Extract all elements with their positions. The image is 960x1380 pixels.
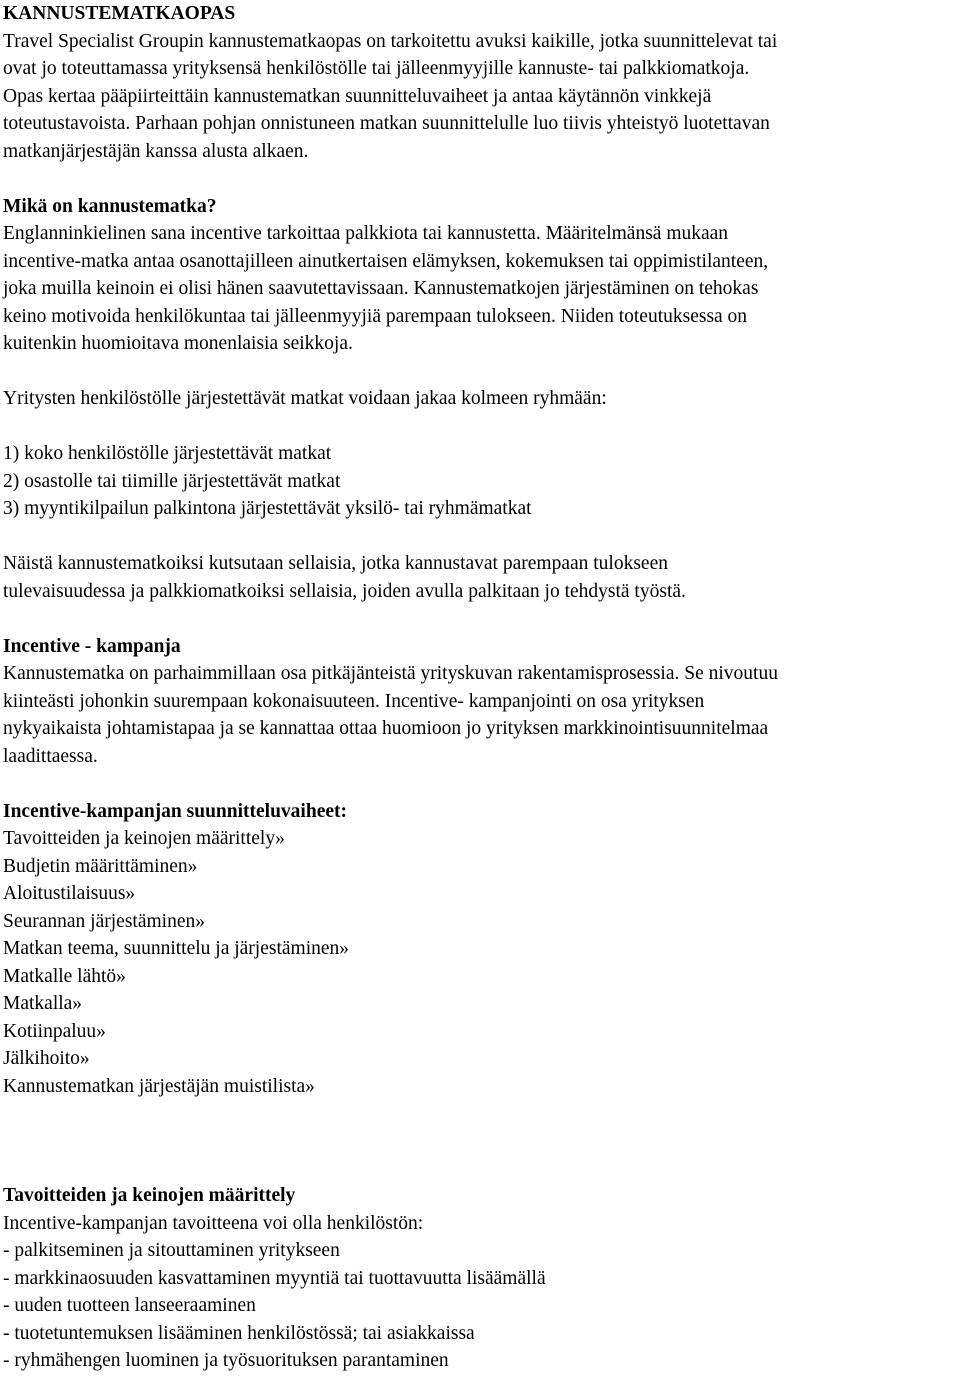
phase-link-budget[interactable]: Budjetin määrittäminen» [3, 855, 198, 877]
groups-intro: Yritysten henkilöstölle järjestettävät matkat voidaan jakaa kolmeen ryhmään: [3, 388, 607, 409]
intro-line: toteutustavoista. Parhaan pohjan onnistuneen matkan suunnittelulle luo tiivis yhteistyö luotettavan [3, 113, 770, 134]
list-item: 2) osastolle tai tiimille järjestettävät matkat [3, 470, 341, 492]
spacer [3, 413, 954, 441]
spacer [3, 165, 954, 193]
phase-link-return[interactable]: Kotiinpaluu» [3, 1020, 106, 1042]
spacer [3, 358, 954, 386]
paragraph-line: Näistä kannustematkoiksi kutsutaan sellaisia, jotka kannustavat parempaan tulokseen [3, 553, 668, 574]
list-item: 3) myyntikilpailun palkintona järjestettävät yksilö- tai ryhmämatkat [3, 498, 532, 519]
intro-paragraph [3, 28, 954, 166]
list-item: 1) koko henkilöstölle järjestettävät matkat [3, 443, 332, 464]
paragraph-line: nykyaikaista johtamistapaa ja se kannattaa ottaa huomioon jo yrityksen markkinointisuunnitelmaa [3, 718, 769, 739]
section-heading-goals: Tavoitteiden ja keinojen määrittely [3, 1185, 296, 1206]
section-heading-phases: Incentive-kampanjan suunnitteluvaiheet: [3, 800, 347, 822]
paragraph-line: tulevaisuudessa ja palkkiomatkoiksi sellaisia, joiden avulla palkitaan jo tehdystä työstä. [3, 580, 686, 602]
list-item: - uuden tuotteen lanseeraaminen [3, 1295, 256, 1316]
groups-list [3, 440, 954, 523]
phases-link-list [3, 825, 954, 1100]
intro-line: Opas kertaa pääpiirteittäin kannustematkan suunnitteluvaiheet ja antaa käytännön vinkkejä [3, 85, 712, 107]
intro-line: matkanjärjestäjän kanssa alusta alkaen. [3, 140, 309, 162]
section-heading-campaign: Incentive - kampanja [3, 635, 181, 657]
phase-link-departure[interactable]: Matkalle lähtö» [3, 965, 126, 987]
paragraph-line: Englanninkielinen sana incentive tarkoittaa palkkiota tai kannustetta. Määritelmänsä mukaan [3, 223, 729, 244]
list-item: - tuotetuntemuksen lisääminen henkilöstössä; tai asiakkaissa [3, 1322, 475, 1344]
phase-link-theme[interactable]: Matkan teema, suunnittelu ja järjestäminen» [3, 938, 350, 959]
intro-line: Travel Specialist Groupin kannustematkaopas on tarkoitettu avuksi kaikille, jotka suunnittelevat tai [3, 30, 778, 52]
document-title: KANNUSTEMATKAOPAS [3, 3, 236, 24]
list-item: - palkitseminen ja sitouttaminen yritykseen [3, 1240, 340, 1261]
what-is-paragraph [3, 220, 954, 358]
phase-link-tracking[interactable]: Seurannan järjestäminen» [3, 910, 205, 932]
campaign-paragraph [3, 660, 954, 770]
phase-link-aftercare[interactable]: Jälkihoito» [3, 1048, 90, 1069]
paragraph-line: keino motivoida henkilökuntaa tai jälleenmyyjiä parempaan tulokseen. Niiden toteutuksessa on [3, 305, 748, 327]
paragraph-line: kiinteästi johonkin suurempaan kokonaisuuteen. Incentive- kampanjointi on osa yrityksen [3, 690, 705, 712]
list-item: - ryhmähengen luominen ja työsuorituksen parantaminen [3, 1350, 449, 1371]
paragraph-line: kuitenkin huomioitava monenlaisia seikkoja. [3, 333, 353, 354]
goals-list [3, 1237, 954, 1375]
goals-intro: Incentive-kampanjan tavoitteena voi olla henkilöstön: [3, 1212, 424, 1234]
phase-link-kickoff[interactable]: Aloitustilaisuus» [3, 883, 136, 904]
spacer [3, 605, 954, 633]
phase-link-on-trip[interactable]: Matkalla» [3, 993, 83, 1014]
intro-line: ovat jo toteuttamassa yrityksensä henkilöstölle tai jälleenmyyjille kannuste- tai palkkiomatkoja. [3, 58, 750, 79]
paragraph-line: Kannustematka on parhaimmillaan osa pitkäjänteistä yrityskuvan rakentamisprosessia. Se nivoutuu [3, 663, 778, 684]
spacer [3, 1100, 954, 1182]
phase-link-goals[interactable]: Tavoitteiden ja keinojen määrittely» [3, 828, 285, 849]
paragraph-line: laadittaessa. [3, 745, 98, 767]
phase-link-checklist[interactable]: Kannustematkan järjestäjän muistilista» [3, 1075, 315, 1097]
section-heading-what-is: Mikä on kannustematka? [3, 195, 217, 217]
groups-outro [3, 550, 954, 605]
spacer [3, 523, 954, 551]
spacer [3, 770, 954, 798]
list-item: - markkinaosuuden kasvattaminen myyntiä tai tuottavuutta lisäämällä [3, 1267, 546, 1289]
paragraph-line: joka muilla keinoin ei olisi hänen saavutettavissaan. Kannustematkojen järjestäminen on tehokas [3, 278, 759, 299]
paragraph-line: incentive-matka antaa osanottajilleen ainutkertaisen elämyksen, kokemuksen tai oppimistilanteen, [3, 250, 769, 272]
